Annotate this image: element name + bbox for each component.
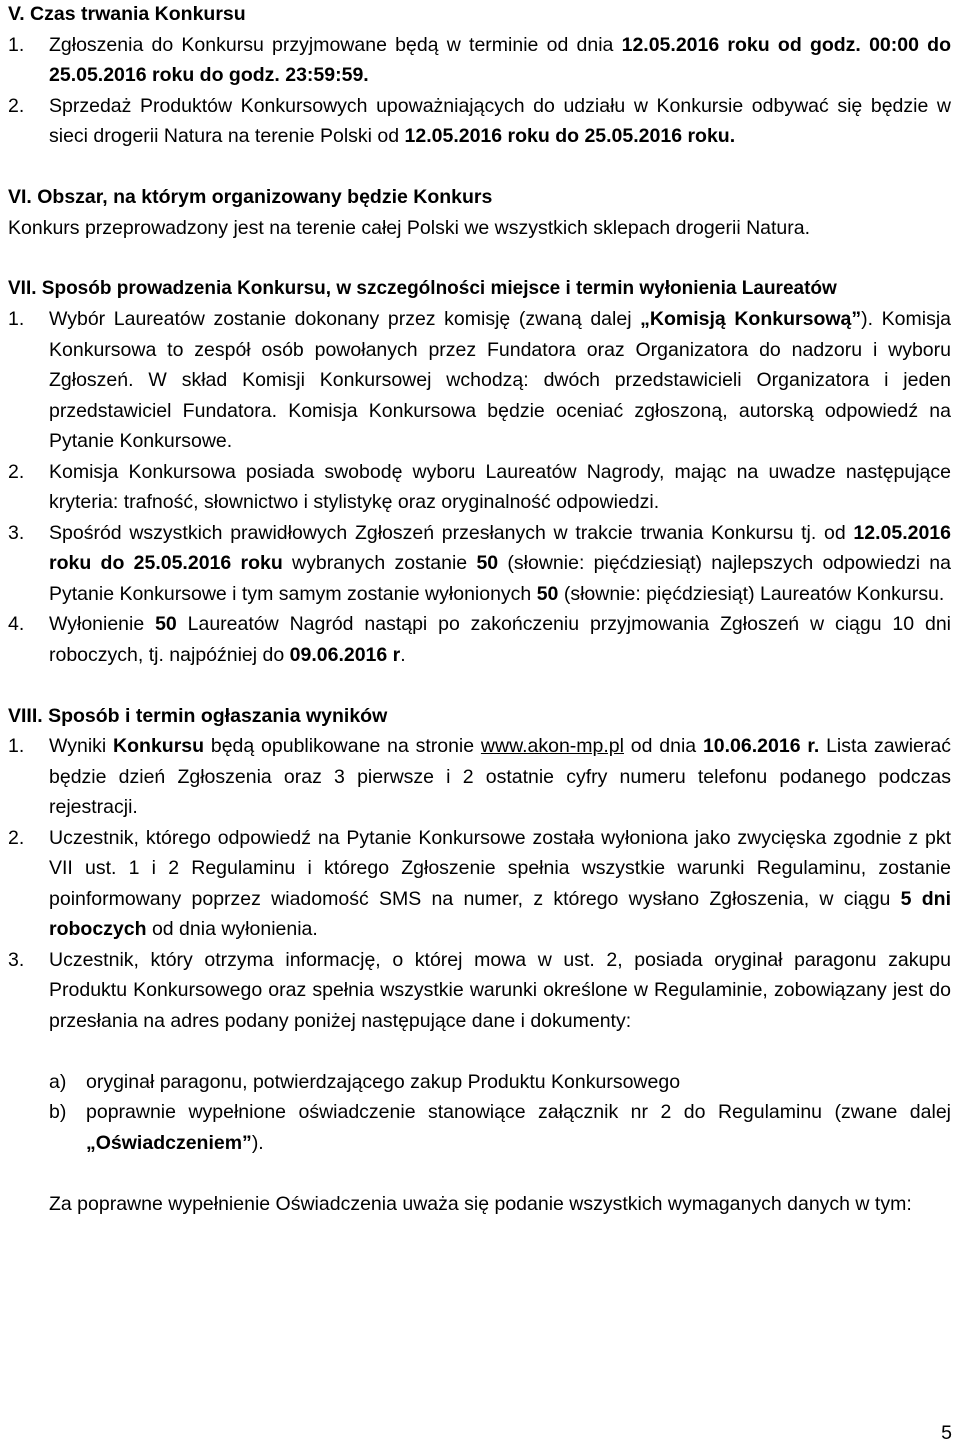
item-text: Wybór Laureatów zostanie dokonany przez komisję (zwaną dalej „Komisją Konkursową”). Komisja Konkursowa to zespół osób powołanych przez Fundatora oraz Organizatora do nadzoru i wyboru Zgłoszeń. W skład Komisji Konkursowej wchodzą: dwóch przedstawicieli Organizatora i jeden przedstawiciel Fundatora. Komisja Konkursowa będzie oceniać zgłoszoną, autorską odpowiedź na Pytanie Konkursowe. xyxy=(49,308,951,452)
results-website-link[interactable]: www.akon-mp.pl xyxy=(480,735,624,757)
item-number: 1. xyxy=(8,735,25,757)
item-number: 2. xyxy=(8,826,25,849)
item-text: Komisja Konkursowa posiada swobodę wyboru Laureatów Nagrody, mając na uwadze następujące kryteria: trafność, słownictwo i stylistykę oraz oryginalność odpowiedzi. xyxy=(49,460,951,513)
sub-item-text: oryginał paragonu, potwierdzającego zakup Produktu Konkursowego xyxy=(86,1070,681,1093)
list-item xyxy=(8,304,951,457)
item-number: 4. xyxy=(8,613,25,635)
item-text: Wyłonienie 50 Laureatów Nagród nastąpi po zakończeniu przyjmowania Zgłoszeń w ciągu 10 dni roboczych, tj. najpóźniej do 09.06.2016 r. xyxy=(49,613,951,666)
list-item xyxy=(8,731,951,823)
sub-item-letter: b) xyxy=(49,1101,67,1123)
section-viii-heading: VIII. Sposób i termin ogłaszania wyników xyxy=(8,704,388,727)
section-vi-text: Konkurs przeprowadzony jest na terenie całej Polski we wszystkich sklepach drogerii Natura. xyxy=(8,216,811,239)
item-text: Wyniki Konkursu będą opublikowane na stronie www.akon-mp.pl od dnia 10.06.2016 r. Lista zawierać będzie dzień Zgłoszenia oraz 3 pierwsze i 2 ostatnie cyfry numeru telefonu podanego podczas rejestracji. xyxy=(49,735,951,818)
item-number: 1. xyxy=(8,308,25,330)
list-item xyxy=(8,518,951,610)
list-item xyxy=(8,30,951,91)
item-number: 3. xyxy=(8,521,25,544)
item-number: 2. xyxy=(8,460,25,483)
item-text: Zgłoszenia do Konkursu przyjmowane będą w terminie od dnia 12.05.2016 roku od godz. 00:00 do 25.05.2016 roku do godz. 23:59:59. xyxy=(49,33,951,86)
list-item xyxy=(8,823,951,945)
sub-list-item xyxy=(8,1067,951,1098)
item-number: 3. xyxy=(8,948,25,971)
declaration-note: Za poprawne wypełnienie Oświadczenia uważa się podanie wszystkich wymaganych danych w tym: xyxy=(49,1192,912,1215)
item-text: Uczestnik, który otrzyma informację, o której mowa w ust. 2, posiada oryginał paragonu zakupu Produktu Konkursowego oraz spełnia wszystkie warunki określone w Regulaminie, zobowiązany jest do przesłania na adres podany poniżej następujące dane i dokumenty: xyxy=(49,948,951,1032)
section-vii-heading: VII. Sposób prowadzenia Konkursu, w szczególności miejsce i termin wyłonienia Laureatów xyxy=(8,277,837,299)
page-number: 5 xyxy=(941,1422,952,1444)
item-text: Sprzedaż Produktów Konkursowych upoważniających do udziału w Konkursie odbywać się będzie w sieci drogerii Natura na terenie Polski od 12.05.2016 roku do 25.05.2016 roku. xyxy=(49,94,951,147)
item-number: 2. xyxy=(8,94,25,117)
sub-item-text: poprawnie wypełnione oświadczenie stanowiące załącznik nr 2 do Regulaminu (zwane dalej „Oświadczeniem”). xyxy=(86,1101,951,1154)
item-text: Spośród wszystkich prawidłowych Zgłoszeń przesłanych w trakcie trwania Konkursu tj. od 12.05.2016 roku do 25.05.2016 roku wybranych zostanie 50 (słownie: pięćdziesiąt) najlepszych odpowiedzi na Pytanie Konkursowe i tym samym zostanie wyłonionych 50 (słownie: pięćdziesiąt) Laureatów Konkursu. xyxy=(49,521,951,605)
list-item xyxy=(8,945,951,1037)
item-number: 1. xyxy=(8,33,25,56)
sub-item-letter: a) xyxy=(49,1070,67,1093)
list-item xyxy=(8,457,951,518)
section-vi-heading: VI. Obszar, na którym organizowany będzie Konkurs xyxy=(8,186,493,208)
list-item xyxy=(8,609,951,670)
item-text: Uczestnik, którego odpowiedź na Pytanie Konkursowe została wyłoniona jako zwycięska zgodnie z pkt VII ust. 1 i 2 Regulaminu i którego Zgłoszenie spełnia wszystkie warunki Regulaminu, zostanie poinformowany poprzez wiadomość SMS na numer, z którego wysłano Zgłoszenia, w ciągu 5 dni roboczych od dnia wyłonienia. xyxy=(49,826,951,940)
sub-list-item xyxy=(8,1097,951,1158)
section-v-heading: V. Czas trwania Konkursu xyxy=(8,3,246,25)
list-item xyxy=(8,91,951,152)
